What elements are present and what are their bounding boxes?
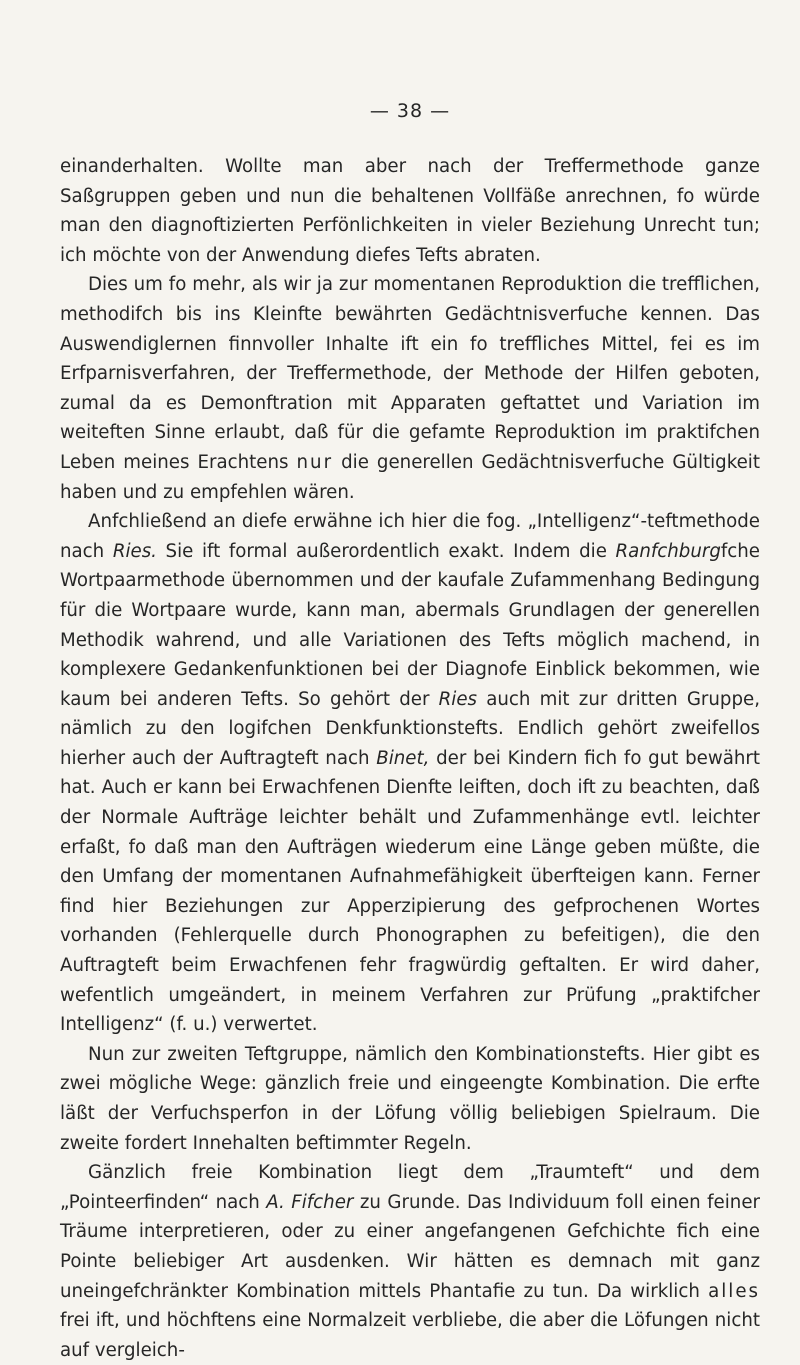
text-run: frei ift, und höchftens eine Normalzeit verbliebe, die aber die Löfungen nicht auf vergleich- bbox=[60, 1310, 760, 1361]
text-run: Anfchließend an diefe erwähne ich hier die fog. „Intelligenz“-teftmethode nach bbox=[60, 511, 760, 562]
text-run: Nun zur zweiten Teftgruppe, nämlich den Kombinationstefts. Hier gibt es zwei mögliche Wege: gänzlich freie und eingeengte Kombination. Die erfte läßt der Verfuchsperfon in der Löfung völlig beliebigen Spielraum. Die zweite fordert Innehalten beftimmter Regeln. bbox=[60, 1043, 760, 1154]
book-page bbox=[60, 100, 760, 1365]
text-run: fche Wortpaarmethode übernommen und der kaufale Zufammenhang Bedingung für die Wortpaare wurde, kann man, abermals Grundlagen der generellen Methodik wahrend, und alle Variationen des Tefts möglich machend, in komplexere Gedankenfunktionen bei der Diagnofe Einblick bekommen, wie kaum bei anderen Tefts. So gehört der bbox=[60, 540, 760, 710]
author-name: Binet, bbox=[376, 747, 430, 769]
paragraph bbox=[60, 1040, 760, 1158]
author-name: Ranfchburg bbox=[615, 540, 721, 562]
paragraph bbox=[60, 270, 760, 507]
author-name: Ries. bbox=[112, 540, 157, 562]
emphasized-text: nur bbox=[296, 451, 334, 473]
text-run: zu Grunde. Das Individuum foll einen feiner Träume interpretieren, oder zu einer angefangenen Gefchichte fich eine Pointe beliebiger Art ausdenken. Wir hätten es demnach mit ganz uneingefchränkter Kombination mittels Phantafie zu tun. Da wirklich bbox=[60, 1191, 760, 1302]
page-body-text bbox=[60, 152, 760, 1365]
text-run: auch mit zur dritten Gruppe, nämlich zu den logifchen Denkfunktionstefts. Endlich gehört zweifellos hierher auch der Auftragteft nach bbox=[60, 688, 760, 769]
text-run: die generellen Gedächtnisverfuche Gültigkeit haben und zu empfehlen wären. bbox=[60, 451, 760, 503]
page-number: — 38 — bbox=[369, 100, 451, 122]
paragraph bbox=[60, 152, 760, 270]
emphasized-text: alles bbox=[708, 1280, 760, 1302]
text-run: Sie ift formal außerordentlich exakt. Indem die bbox=[156, 540, 616, 562]
paragraph bbox=[60, 507, 760, 1040]
text-run: Dies um fo mehr, als wir ja zur momentanen Reproduktion die trefflichen, methodifch bis ins Kleinfte bewährten Gedächtnisverfuche kennen. Das Auswendiglernen finnvoller Inhalte ift ein fo treffliches Mittel, fei es im Erfparnisverfahren, der Treffermethode, der Methode der Hilfen geboten, zumal da es Demonftration mit Apparaten geftattet und Variation im weiteften Sinne erlaubt, daß für die gefamte Reproduktion im praktifchen Leben meines Erachtens bbox=[60, 274, 760, 473]
text-run: einanderhalten. Wollte man aber nach der Treffermethode ganze Saßgruppen geben und nun die behaltenen Vollfäße anrechnen, fo würde man den diagnoftizierten Perfönlichkeiten in vieler Beziehung Unrecht tun; ich möchte von der Anwendung diefes Tefts abraten. bbox=[60, 156, 760, 266]
author-name: A. Fifcher bbox=[266, 1191, 354, 1213]
text-run: Gänzlich freie Kombination liegt dem „Traumteft“ und dem „Pointeerfinden“ nach bbox=[60, 1162, 760, 1213]
author-name: Ries bbox=[438, 688, 478, 710]
paragraph bbox=[60, 1158, 760, 1365]
text-run: der bei Kindern fich fo gut bewährt hat. Auch er kann bei Erwachfenen Dienfte leiften, doch ift zu beachten, daß der Normale Aufträge leichter behält und Zufammenhänge evtl. leichter erfaßt, fo daß man den Aufträgen wiederum eine Länge geben müßte, die den Umfang der momentanen Aufnahmefähigkeit überfteigen kann. Ferner find hier Beziehungen zur Apperzipierung des gefprochenen Wortes vorhanden (Fehlerquelle durch Phonographen zu befeitigen), die den Auftragteft beim Erwachfenen fehr fragwürdig geftalten. Er wird daher, wefentlich umgeändert, in meinem Verfahren zur Prüfung „praktifcher Intelligenz“ (f. u.) verwertet. bbox=[60, 747, 760, 1036]
